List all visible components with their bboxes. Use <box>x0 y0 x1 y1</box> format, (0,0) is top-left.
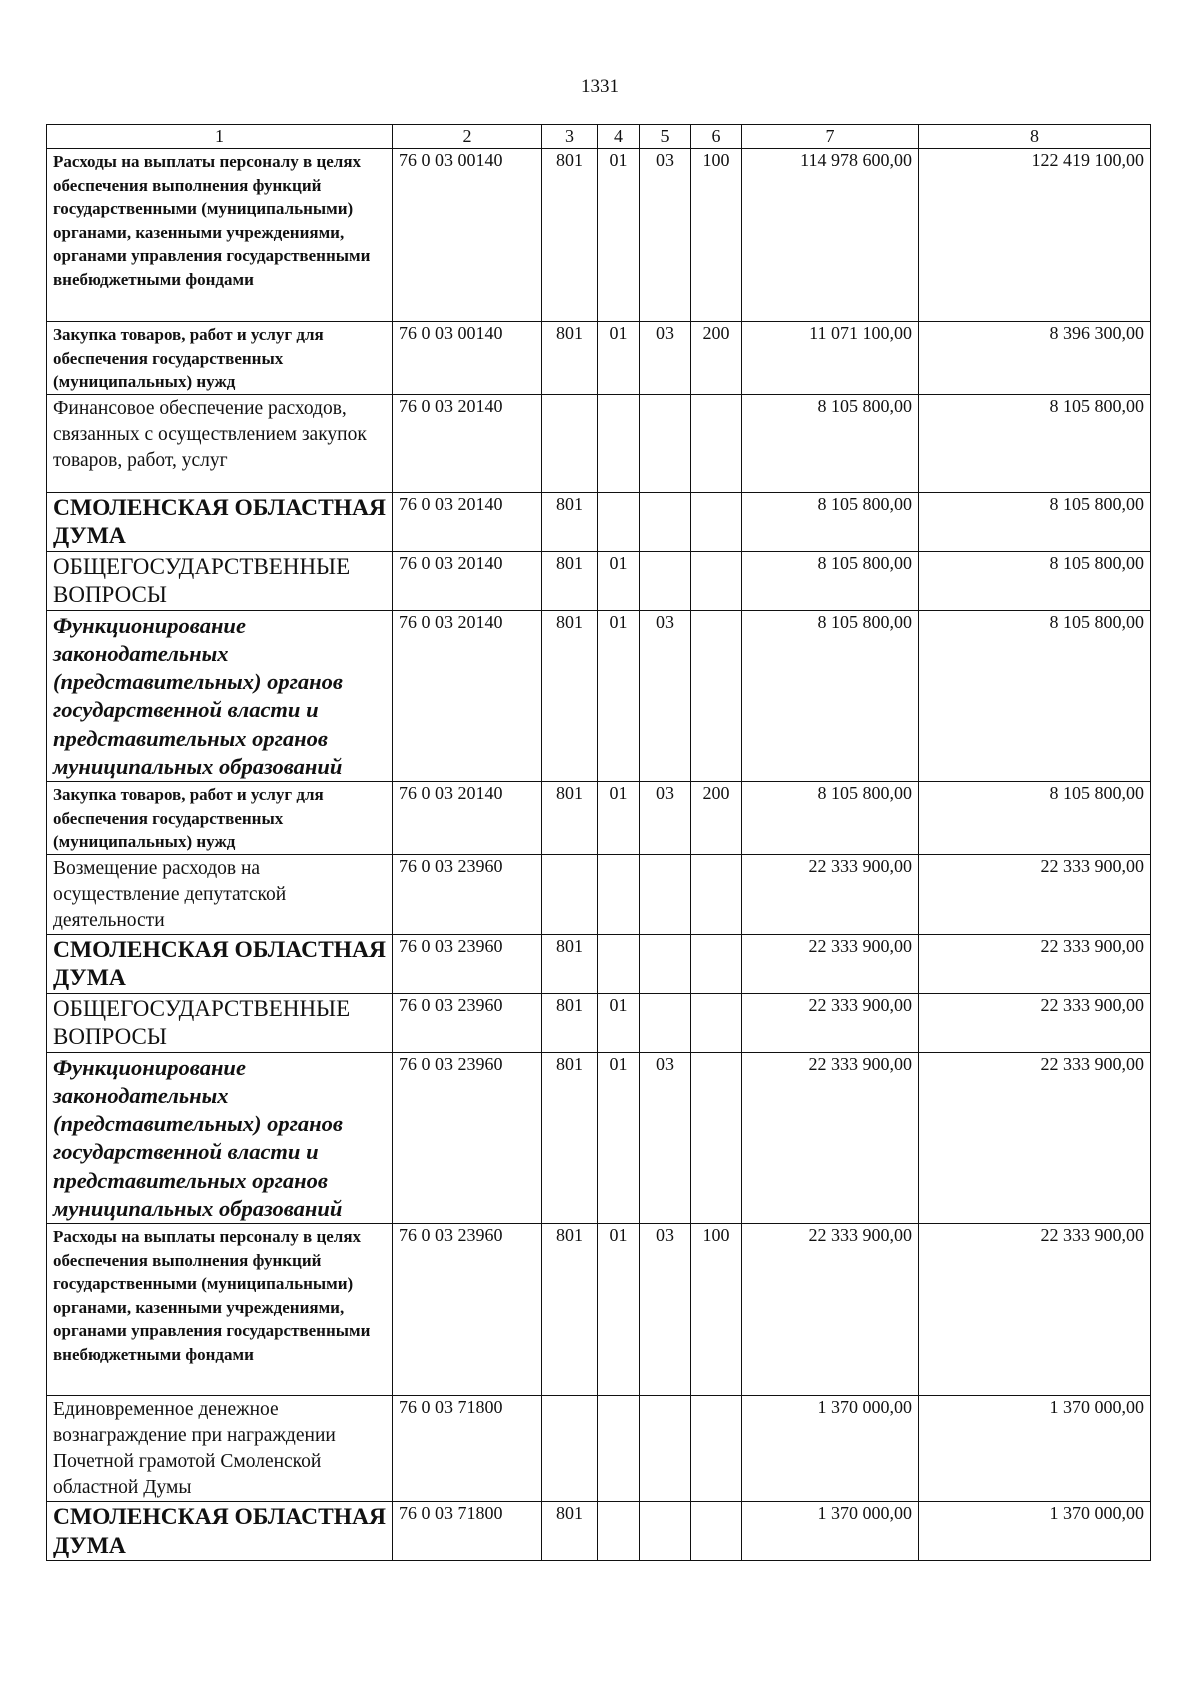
row-col3-cell: 801 <box>542 993 598 1052</box>
row-col3-cell: 801 <box>542 610 598 781</box>
row-code-cell: 76 0 03 23960 <box>393 854 542 934</box>
row-col5-cell <box>640 492 691 551</box>
row-name-cell: Расходы на выплаты персоналу в целях обеспечения выполнения функций государственными (муниципальными) органами, казенными учреждениями, органами управления государственными внебюджетными фондами <box>47 1224 393 1396</box>
row-name-cell: Расходы на выплаты персоналу в целях обеспечения выполнения функций государственными (муниципальными) органами, казенными учреждениями, органами управления государственными внебюджетными фондами <box>47 149 393 322</box>
row-amount-8-cell: 8 105 800,00 <box>919 551 1151 610</box>
row-col4-cell <box>598 854 640 934</box>
row-name-cell: Закупка товаров, работ и услуг для обеспечения государственных (муниципальных) нужд <box>47 322 393 395</box>
table-row <box>47 1396 1151 1502</box>
row-code-cell: 76 0 03 00140 <box>393 149 542 322</box>
table-row <box>47 854 1151 934</box>
row-name-cell: Функционирование законодательных (представительных) органов государственной власти и представительных органов муниципальных образований <box>47 1052 393 1223</box>
row-col3-cell: 801 <box>542 1224 598 1396</box>
row-amount-7-cell: 22 333 900,00 <box>742 993 919 1052</box>
row-col3-cell: 801 <box>542 492 598 551</box>
row-col4-cell: 01 <box>598 149 640 322</box>
row-col6-cell <box>691 934 742 993</box>
row-code-cell: 76 0 03 23960 <box>393 993 542 1052</box>
row-code-cell: 76 0 03 23960 <box>393 934 542 993</box>
row-name-cell: Единовременное денежное вознаграждение при награждении Почетной грамотой Смоленской областной Думы <box>47 1396 393 1502</box>
row-col6-cell <box>691 610 742 781</box>
row-amount-7-cell: 8 105 800,00 <box>742 551 919 610</box>
row-amount-7-cell: 22 333 900,00 <box>742 854 919 934</box>
row-col5-cell <box>640 551 691 610</box>
row-amount-8-cell: 22 333 900,00 <box>919 1052 1151 1223</box>
row-col4-cell <box>598 492 640 551</box>
row-col5-cell <box>640 993 691 1052</box>
row-amount-7-cell: 11 071 100,00 <box>742 322 919 395</box>
row-name-cell: СМОЛЕНСКАЯ ОБЛАСТНАЯ ДУМА <box>47 934 393 993</box>
table-row <box>47 782 1151 855</box>
row-col6-cell <box>691 854 742 934</box>
row-amount-8-cell: 8 396 300,00 <box>919 322 1151 395</box>
table-row <box>47 610 1151 781</box>
row-amount-8-cell: 22 333 900,00 <box>919 1224 1151 1396</box>
row-name-cell: Функционирование законодательных (представительных) органов государственной власти и представительных органов муниципальных образований <box>47 610 393 781</box>
row-col5-cell: 03 <box>640 149 691 322</box>
row-col4-cell: 01 <box>598 322 640 395</box>
row-amount-8-cell: 8 105 800,00 <box>919 782 1151 855</box>
table-header-row <box>47 125 1151 149</box>
row-name-cell: Финансовое обеспечение расходов, связанных с осуществлением закупок товаров, работ, услуг <box>47 394 393 492</box>
row-col3-cell: 801 <box>542 551 598 610</box>
row-amount-8-cell: 8 105 800,00 <box>919 492 1151 551</box>
table-row <box>47 993 1151 1052</box>
row-col5-cell: 03 <box>640 1224 691 1396</box>
row-code-cell: 76 0 03 00140 <box>393 322 542 395</box>
table-row <box>47 322 1151 395</box>
row-code-cell: 76 0 03 23960 <box>393 1052 542 1223</box>
table-row <box>47 1052 1151 1223</box>
row-col3-cell <box>542 1396 598 1502</box>
row-col3-cell: 801 <box>542 782 598 855</box>
row-amount-7-cell: 1 370 000,00 <box>742 1396 919 1502</box>
row-amount-7-cell: 22 333 900,00 <box>742 934 919 993</box>
row-col5-cell <box>640 394 691 492</box>
row-name-cell: ОБЩЕГОСУДАРСТВЕННЫЕ ВОПРОСЫ <box>47 993 393 1052</box>
row-code-cell: 76 0 03 71800 <box>393 1502 542 1561</box>
row-amount-8-cell: 22 333 900,00 <box>919 854 1151 934</box>
row-col4-cell <box>598 934 640 993</box>
row-name-cell: СМОЛЕНСКАЯ ОБЛАСТНАЯ ДУМА <box>47 492 393 551</box>
row-col5-cell <box>640 1396 691 1502</box>
row-col5-cell: 03 <box>640 1052 691 1223</box>
row-col5-cell: 03 <box>640 610 691 781</box>
row-amount-8-cell: 22 333 900,00 <box>919 934 1151 993</box>
row-col4-cell <box>598 394 640 492</box>
row-col3-cell: 801 <box>542 1052 598 1223</box>
table-row <box>47 1502 1151 1561</box>
row-amount-8-cell: 8 105 800,00 <box>919 610 1151 781</box>
column-header: 6 <box>691 125 742 149</box>
row-code-cell: 76 0 03 71800 <box>393 1396 542 1502</box>
row-name-cell: СМОЛЕНСКАЯ ОБЛАСТНАЯ ДУМА <box>47 1502 393 1561</box>
row-amount-7-cell: 22 333 900,00 <box>742 1052 919 1223</box>
column-header: 4 <box>598 125 640 149</box>
column-header: 3 <box>542 125 598 149</box>
row-amount-7-cell: 8 105 800,00 <box>742 492 919 551</box>
row-amount-8-cell: 122 419 100,00 <box>919 149 1151 322</box>
row-col6-cell <box>691 551 742 610</box>
row-code-cell: 76 0 03 20140 <box>393 394 542 492</box>
row-col3-cell <box>542 394 598 492</box>
row-col6-cell <box>691 993 742 1052</box>
row-col4-cell: 01 <box>598 1052 640 1223</box>
row-name-cell: Закупка товаров, работ и услуг для обеспечения государственных (муниципальных) нужд <box>47 782 393 855</box>
row-col4-cell: 01 <box>598 993 640 1052</box>
table-row <box>47 551 1151 610</box>
row-col6-cell: 200 <box>691 322 742 395</box>
row-col6-cell: 100 <box>691 149 742 322</box>
row-col4-cell: 01 <box>598 1224 640 1396</box>
row-amount-8-cell: 1 370 000,00 <box>919 1396 1151 1502</box>
row-col6-cell <box>691 1052 742 1223</box>
row-col3-cell: 801 <box>542 934 598 993</box>
row-amount-7-cell: 22 333 900,00 <box>742 1224 919 1396</box>
row-code-cell: 76 0 03 20140 <box>393 492 542 551</box>
row-amount-8-cell: 1 370 000,00 <box>919 1502 1151 1561</box>
row-amount-8-cell: 22 333 900,00 <box>919 993 1151 1052</box>
row-col3-cell: 801 <box>542 322 598 395</box>
row-col3-cell <box>542 854 598 934</box>
row-col6-cell: 200 <box>691 782 742 855</box>
row-col4-cell: 01 <box>598 610 640 781</box>
row-code-cell: 76 0 03 20140 <box>393 551 542 610</box>
table-row <box>47 934 1151 993</box>
table-row <box>47 394 1151 492</box>
row-col4-cell <box>598 1502 640 1561</box>
row-name-cell: Возмещение расходов на осуществление депутатской деятельности <box>47 854 393 934</box>
row-code-cell: 76 0 03 23960 <box>393 1224 542 1396</box>
row-col5-cell: 03 <box>640 782 691 855</box>
row-name-cell: ОБЩЕГОСУДАРСТВЕННЫЕ ВОПРОСЫ <box>47 551 393 610</box>
row-col6-cell <box>691 1502 742 1561</box>
column-header: 5 <box>640 125 691 149</box>
row-col5-cell: 03 <box>640 322 691 395</box>
row-col6-cell <box>691 1396 742 1502</box>
column-header: 8 <box>919 125 1151 149</box>
row-amount-8-cell: 8 105 800,00 <box>919 394 1151 492</box>
row-col5-cell <box>640 1502 691 1561</box>
row-amount-7-cell: 114 978 600,00 <box>742 149 919 322</box>
page-number: 1331 <box>581 76 619 97</box>
table-row <box>47 1224 1151 1396</box>
row-col5-cell <box>640 854 691 934</box>
row-col5-cell <box>640 934 691 993</box>
row-amount-7-cell: 1 370 000,00 <box>742 1502 919 1561</box>
row-col6-cell <box>691 492 742 551</box>
row-col6-cell <box>691 394 742 492</box>
row-code-cell: 76 0 03 20140 <box>393 782 542 855</box>
column-header: 2 <box>393 125 542 149</box>
row-amount-7-cell: 8 105 800,00 <box>742 782 919 855</box>
table-row <box>47 149 1151 322</box>
column-header: 1 <box>47 125 393 149</box>
row-col4-cell: 01 <box>598 551 640 610</box>
row-col3-cell: 801 <box>542 1502 598 1561</box>
row-col4-cell: 01 <box>598 782 640 855</box>
row-amount-7-cell: 8 105 800,00 <box>742 610 919 781</box>
row-col4-cell <box>598 1396 640 1502</box>
row-code-cell: 76 0 03 20140 <box>393 610 542 781</box>
table-row <box>47 492 1151 551</box>
row-amount-7-cell: 8 105 800,00 <box>742 394 919 492</box>
row-col6-cell: 100 <box>691 1224 742 1396</box>
row-col3-cell: 801 <box>542 149 598 322</box>
budget-table <box>46 124 1151 1561</box>
column-header: 7 <box>742 125 919 149</box>
